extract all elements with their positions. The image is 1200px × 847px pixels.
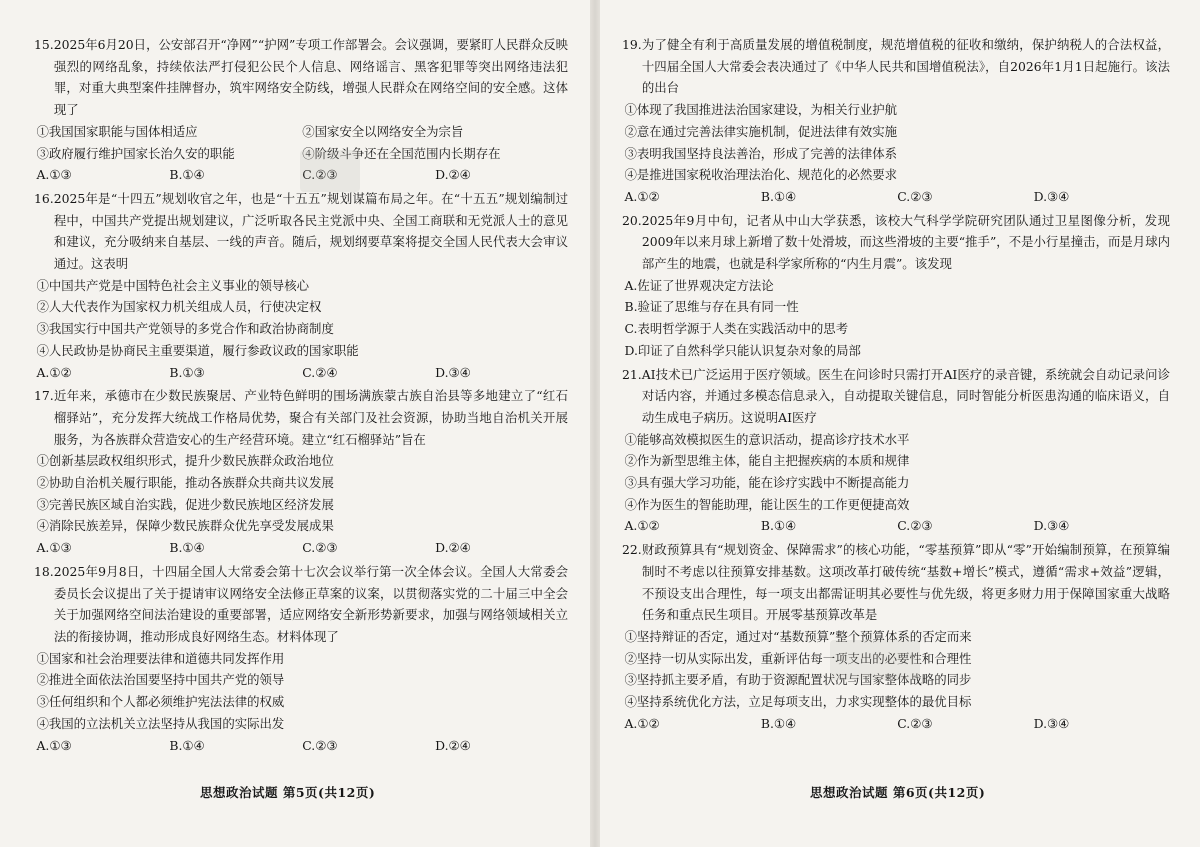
choice-c: C.②③: [897, 715, 933, 731]
question-21: [622, 364, 1170, 538]
choice-b: B.验证了思维与存在具有同一性: [624, 299, 799, 315]
choice-d: D.③④: [1033, 715, 1070, 731]
choice-d: D.印证了自然科学只能认识复杂对象的局部: [624, 342, 861, 358]
choice-c: C.②③: [302, 737, 338, 753]
bleed-through-mark: [300, 150, 360, 192]
page-6: [600, 0, 1200, 847]
choice-a: A.①③: [36, 540, 72, 556]
choice-c: C.②③: [302, 540, 338, 556]
statement-4: ④人民政协是协商民主重要渠道，履行参政议政的国家职能: [36, 342, 359, 358]
choice-c: C.②③: [302, 167, 338, 183]
statement-4: ④阶级斗争还在全国范围内长期存在: [302, 145, 501, 161]
choice-d: D.②④: [435, 737, 471, 753]
statement-3: ③我国实行中国共产党领导的多党合作和政治协商制度: [36, 321, 334, 337]
statement-2: ②坚持一切从实际出发，重新评估每一项支出的必要性和合理性: [624, 650, 972, 666]
statement-2: ②作为新型思维主体，能自主把握疾病的本质和规律: [624, 453, 910, 469]
question-stem: 20.2025年9月中旬，记者从中山大学获悉，该校大气科学学院研究团队通过卫星图像分析，发现2009年以来月球上新增了数十处滑坡，而这些滑坡的主要“推手”，不是小行星撞击，而是月球内部产生的地震，也就是科学家所称的“内生月震”。该发现: [622, 212, 1170, 272]
statement-3: ③具有强大学习功能，能在诊疗实践中不断提高能力: [624, 475, 910, 491]
statement-1: ①国家和社会治理要法律和道德共同发挥作用: [36, 650, 285, 666]
statement-2: ②推进全面依法治国要坚持中国共产党的领导: [36, 672, 285, 688]
statement-2: ②人大代表作为国家权力机关组成人员，行使决定权: [36, 299, 322, 315]
choice-c: C.表明哲学源于人类在实践活动中的思考: [624, 321, 849, 337]
question-stem: 16.2025年是“十四五”规划收官之年，也是“十五五”规划谋篇布局之年。在“十五五”规划编制过程中，中国共产党提出规划建议，广泛听取各民主党派中央、全国工商联和无党派人士的意见和建议，充分吸纳来自基层、一线的声音。随后，规划纲要草案将提交全国人民代表大会审议通过。这表明: [34, 190, 568, 272]
choice-b: B.①④: [760, 518, 797, 534]
statement-3: ③完善民族区域自治实践，促进少数民族地区经济发展: [36, 496, 334, 512]
question-20: [622, 210, 1170, 362]
choice-b: B.①④: [760, 715, 797, 731]
choice-a: A.佐证了世界观决定方法论: [624, 277, 774, 293]
choice-d: D.③④: [435, 364, 471, 380]
choice-c: C.②④: [302, 364, 338, 380]
choice-b: B.①④: [169, 540, 205, 556]
statement-3: ③坚持抓主要矛盾，有助于资源配置状况与国家整体战略的同步: [624, 672, 972, 688]
page-footer: 思想政治试题 第6页(共12页): [810, 785, 986, 800]
choice-b: B.①④: [760, 188, 797, 204]
statement-1: ①我国国家职能与国体相适应: [36, 123, 198, 139]
page-gutter: [590, 0, 600, 847]
statement-1: ①创新基层政权组织形式，提升少数民族群众政治地位: [36, 453, 334, 469]
choice-d: D.②④: [435, 167, 471, 183]
question-16: [34, 188, 568, 383]
statement-1: ①体现了我国推进法治国家建设，为相关行业护航: [624, 102, 898, 118]
statement-2: ②意在通过完善法律实施机制，促进法律有效实施: [624, 123, 898, 139]
statement-3: ③表明我国坚持良法善治，形成了完善的法律体系: [624, 145, 898, 161]
question-18: [34, 561, 568, 756]
question-stem: 17.近年来，承德市在少数民族聚居、产业特色鲜明的围场满族蒙古族自治县等多地建立了“红石榴驿站”，充分发挥大统战工作格局优势，聚合有关部门及社会资源，协助当地自治机关开展服务，为各族群众营造安心的生产经营环境。建立“红石榴驿站”旨在: [34, 388, 568, 447]
choice-a: A.①③: [36, 737, 72, 753]
statement-3: ③政府履行维护国家长治久安的职能: [36, 145, 235, 161]
page-5: [0, 0, 590, 847]
choice-d: D.②④: [435, 540, 471, 556]
choice-c: C.②③: [897, 188, 933, 204]
question-19: [622, 34, 1170, 208]
statement-1: ①能够高效模拟医生的意识活动，提高诊疗技术水平: [624, 431, 910, 447]
choice-a: A.①②: [36, 364, 72, 380]
question-stem: 18.2025年9月8日，十四届全国人大常委会第十七次会议举行第一次全体会议。全国人大常委会委员长会议提出了关于提请审议网络安全法修正草案的议案，以贯彻落实党的二十届三中全会关于加强网络空间法治建设的重要部署，适应网络安全新形势新要求，加强与网络领域相关立法的衔接协调，推动形成良好网络生态。材料体现了: [34, 563, 568, 644]
statement-1: ①中国共产党是中国特色社会主义事业的领导核心: [36, 277, 310, 293]
choice-b: B.①④: [169, 737, 205, 753]
bleed-through-mark: [830, 640, 920, 680]
page-footer: 思想政治试题 第5页(共12页): [200, 785, 376, 800]
choice-a: A.①②: [624, 715, 660, 731]
statement-4: ④我国的立法机关立法坚持从我国的实际出发: [36, 715, 285, 731]
choice-a: A.①②: [624, 188, 660, 204]
question-stem: 22.财政预算具有“规划资金、保障需求”的核心功能，“零基预算”即从“零”开始编制预算，在预算编制时不考虑以往预算安排基数。这项改革打破传统“基数+增长”模式，遵循“需求+效益”逻辑，不预设支出合理性，每一项支出都需证明其必要性与优先级，将更多财力用于保障国家重大战略任务和重点民生项目。开展零基预算改革是: [622, 542, 1170, 623]
choice-d: D.③④: [1033, 518, 1070, 534]
statement-4: ④是推进国家税收治理法治化、规范化的必然要求: [624, 167, 898, 183]
statement-1: ①坚持辩证的否定，通过对“基数预算”整个预算体系的否定而来: [624, 628, 972, 644]
question-stem: 15.2025年6月20日，公安部召开“净网”“护网”专项工作部署会。会议强调，要紧盯人民群众反映强烈的网络乱象，持续依法严打侵犯公民个人信息、网络谣言、黑客犯罪等突出网络违法犯罪，对重大典型案件挂牌督办，筑牢网络安全防线，增强人民群众在网络空间的安全感。这体现了: [34, 37, 568, 118]
choice-b: B.①③: [169, 364, 205, 380]
question-stem: 19.为了健全有利于高质量发展的增值税制度，规范增值税的征收和缴纳，保护纳税人的合法权益，十四届全国人大常委会表决通过了《中华人民共和国增值税法》，自2026年1月1日起施行。该法的出台: [622, 37, 1170, 96]
statement-3: ③任何组织和个人都必须维护宪法法律的权威: [36, 694, 285, 710]
choice-c: C.②③: [897, 518, 933, 534]
choice-a: A.①②: [624, 518, 660, 534]
question-17: [34, 385, 568, 559]
choice-b: B.①④: [169, 167, 205, 183]
choice-a: A.①③: [36, 167, 72, 183]
choice-d: D.③④: [1033, 188, 1070, 204]
statement-4: ④作为医生的智能助理，能让医生的工作更便捷高效: [624, 496, 910, 512]
statement-4: ④坚持系统优化方法，立足每项支出，力求实现整体的最优目标: [624, 694, 972, 710]
question-stem: 21.AI技术已广泛运用于医疗领域。医生在问诊时只需打开AI医疗的录音键，系统就会自动记录问诊对话内容，并通过多模态信息录入，自动提取关键信息，同时智能分析医患沟通的临床语义，自动生成电子病历。这说明AI医疗: [622, 366, 1170, 425]
question-22: [622, 539, 1170, 734]
statement-4: ④消除民族差异，保障少数民族群众优先享受发展成果: [36, 518, 334, 534]
statement-2: ②国家安全以网络安全为宗旨: [302, 123, 464, 139]
statement-2: ②协助自治机关履行职能，推动各族群众共商共议发展: [36, 475, 334, 491]
